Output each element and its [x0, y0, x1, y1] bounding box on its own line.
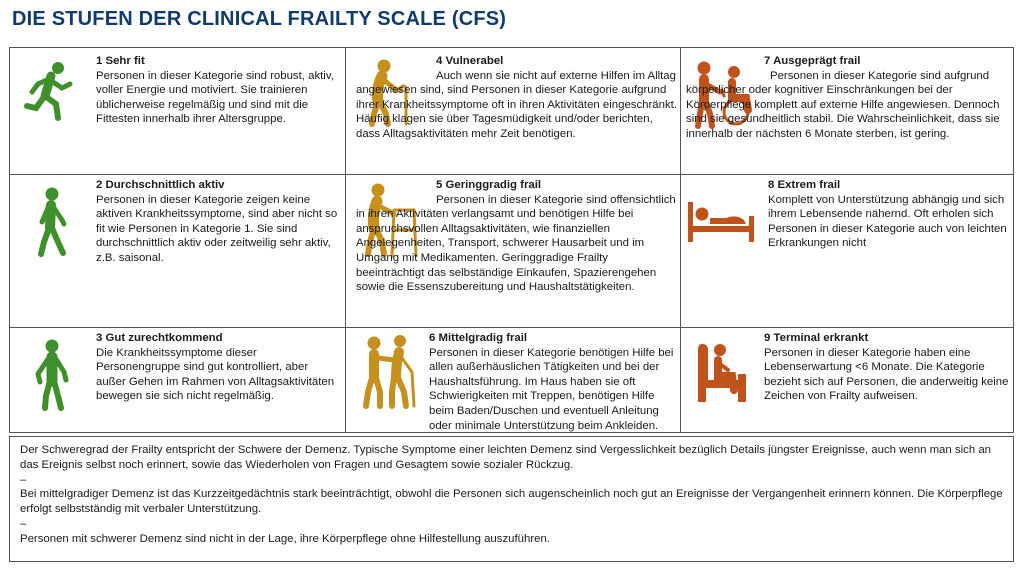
grid-divider [345, 48, 346, 432]
level-2-description: Personen in dieser Kategorie zeigen keine aktiven Krankheitssymptome, sind aber nicht so fit wie Personen in Kategorie 1. Sie sind durchschnittlich aktiv oder zeitweilig sehr aktiv, z.B. saisonal. [96, 193, 338, 264]
walking-person-icon [30, 186, 74, 263]
level-3-cell [96, 331, 341, 404]
level-1-cell [96, 54, 341, 127]
level-9-heading: 9 Terminal erkrankt [764, 332, 869, 344]
running-person-icon [24, 60, 76, 127]
note-mild-dementia: Der Schweregrad der Frailty entspricht der Schwere der Demenz. Typische Symptome einer leichten Demenz sind Vergesslichkeit bezüglich Details jüngster Ereignisse, auch wenn man sich an das Ereignis selbst noch erinnert, sowie das Wiederholen von Fragen und Gesagtem sowie sozialer Rückzug. [20, 444, 991, 471]
level-6-cell [429, 331, 679, 433]
level-8-cell [768, 178, 1008, 251]
note-separator: – [20, 473, 27, 486]
level-1-description: Personen in dieser Kategorie sind robust, aktiv, voller Energie und motiviert. Sie trainieren üblicherweise regelmäßig und sind mit die Fittesten innerhalb ihrer Altersgruppe. [96, 69, 334, 126]
grid-divider [10, 174, 1013, 175]
level-5-cell [356, 178, 678, 295]
person-in-armchair-icon [694, 340, 750, 411]
level-2-heading: 2 Durchschnittlich aktiv [96, 179, 225, 191]
level-9-description: Personen in dieser Kategorie haben eine Lebenserwartung <6 Monate. Die Kategorie bezieht sich auf Personen, die anderweitig keine Zeichen von Frailty aufweisen. [764, 346, 1009, 403]
level-5-heading: 5 Geringgradig frail [436, 179, 542, 191]
page-title: DIE STUFEN DER CLINICAL FRAILTY SCALE (CFS) [12, 8, 507, 30]
person-assisted-walking-icon [356, 334, 422, 415]
level-5-description: Personen in dieser Kategorie sind offensichtlich in ihren Aktivitäten verlangsamt und benötigen Hilfe bei anspruchsvollen Alltagsaktivitäten, wie finanziellen Angelegenheiten, Transport, schwerer Hausarbeit und im Umgang mit Medikamenten. Geringgradige Frailty beeinträchtigt das selbständige Einkaufen, Spazierengehen sowie die Essenszubereitung und Haushaltstätigkeiten. [356, 193, 676, 294]
level-4-description: Auch wenn sie nicht auf externe Hilfen im Alltag angewiesen sind, sind Personen in dieser Kategorie aufgrund ihrer Krankheitssymptome oft in ihren Aktivitäten eingeschränkt. Häufig klagen sie über Tagesmüdigkeit und/oder berichten, dass Alltagsaktivitäten mehr Zeit benötigen. [356, 69, 677, 140]
level-7-cell [680, 54, 1013, 142]
level-4-heading: 4 Vulnerabel [436, 55, 504, 67]
level-2-cell [96, 178, 341, 266]
dementia-notes-box [9, 436, 1014, 562]
person-in-bed-icon [686, 198, 756, 249]
grid-divider [10, 327, 1013, 328]
level-4-cell [356, 54, 678, 142]
level-8-description: Komplett von Unterstützung abhängig und sich ihrem Lebensende nähernd. Oft erholen sich Personen in dieser Kategorie auch von leichten Erkrankungen nicht [768, 193, 1007, 250]
level-7-description: Personen in dieser Kategorie sind aufgrund körperlicher oder kognitiver Einschränkungen bei der Körperpflege komplett auf externe Hilfe angewiesen. Dennoch sind sie gesundheitlich stabil. Die Wahrscheinlichkeit, dass sie innerhalb der nächsten 6 Monate sterben, ist gering. [686, 69, 1000, 140]
frailty-scale-grid [9, 47, 1014, 433]
note-severe-dementia: Personen mit schwerer Demenz sind nicht in der Lage, ihre Körperpflege ohne Hilfestellung auszuführen. [20, 532, 550, 545]
note-separator: – [20, 517, 27, 530]
note-moderate-dementia: Bei mittelgradiger Demenz ist das Kurzzeitgedächtnis stark beeinträchtigt, obwohl die Personen sich augenscheinlich noch gut an Ereignisse der Vergangenheit erinnern können. Die Körperpflege erfolgt selbstständig mit verbaler Unterstützung. [20, 488, 1003, 516]
level-9-cell [764, 331, 1009, 404]
level-3-description: Die Krankheitssymptome dieser Personengruppe sind gut kontrolliert, aber außer Gehen im Rahmen von Alltagsaktivitäten bewegen sie sich nicht regelmäßig. [96, 346, 335, 403]
level-8-heading: 8 Extrem frail [768, 179, 841, 191]
level-6-description: Personen in dieser Kategorie benötigen Hilfe bei allen außerhäuslichen Tätigkeiten und bei der Haushaltsführung. Im Haus haben sie oft Schwierigkeiten mit Treppen, benötigen Hilfe beim Baden/Duschen und eventuell Anleitung oder minimale Unterstützung beim Ankleiden. [429, 346, 674, 432]
level-1-heading: 1 Sehr fit [96, 55, 145, 67]
standing-person-icon [30, 338, 74, 417]
level-6-heading: 6 Mittelgradig frail [429, 332, 528, 344]
level-7-heading: 7 Ausgeprägt frail [764, 55, 861, 67]
level-3-heading: 3 Gut zurechtkommend [96, 332, 223, 344]
